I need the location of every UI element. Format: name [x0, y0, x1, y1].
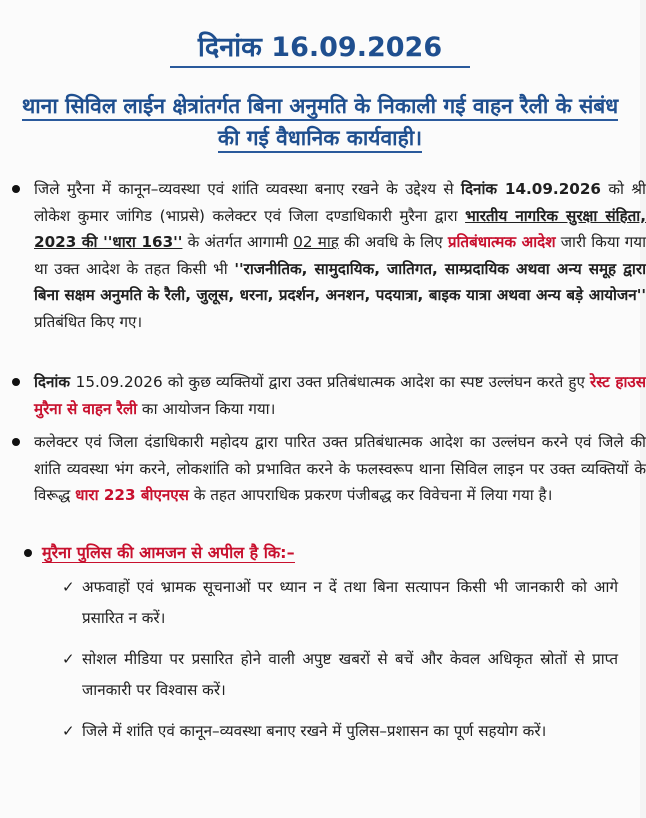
date-title-text: दिनांक 16.09.2026: [197, 32, 443, 63]
rally-highlight: रेस्ट हाउस मुरैना से वाहन रैली: [34, 373, 646, 418]
check-icon: ✓: [62, 578, 75, 596]
date-title-underline: [170, 66, 470, 68]
bullet-paragraph-3: कलेक्टर एवं जिला दंडाधिकारी महोदय द्वारा पारित उक्त प्रतिबंधात्मक आदेश का उल्लंघन करने एवं जिले की शांति व्यवस्था भंग करने, लोकशांति को प्रभावित करने के फलस्वरूप थाना सिविल लाइन पर उक्त व्यक्तियों के विरूद्ध धारा 223 बीएनएस के तहत आपराधिक प्रकरण पंजीबद्ध कर विवेचना में लिया गया है।: [12, 429, 646, 509]
bullet-paragraph-1: जिले मुरैना में कानून–व्यवस्था एवं शांति व्यवस्था बनाए रखने के उद्देश्य से दिनांक 14.09.2026 को श्री लोकेश कुमार जांगिड (भाप्रसे) कलेक्टर एवं जिला दण्डाधिकारी मुरैना द्वारा भारतीय नागरिक सुरक्षा संहिता, 2023 की ''धारा 163'' के अंतर्गत आगामी 02 माह की अवधि के लिए प्रतिबंधात्मक आदेश जारी किया गया था उक्त आदेश के तहत किसी भी ''राजनीतिक, सामुदायिक, जातिगत, साम्प्रदायिक अथवा अन्य समूह द्वारा बिना सक्षम अनुमति के रैली, जुलूस, धरना, प्रदर्शन, अनशन, पदयात्रा, बाइक यात्रा अथवा अन्य बड़े आयोजन'' प्रतिबंधित किए गए।: [12, 176, 646, 336]
date-title: [0, 30, 640, 66]
appeal-section: [20, 540, 620, 566]
restrictive-order: प्रतिबंधात्मक आदेश: [447, 233, 556, 252]
section-223: धारा 223 बीएनएस: [75, 486, 189, 505]
appeal-heading: मुरैना पुलिस की आमजन से अपील है कि:–: [20, 540, 620, 566]
bullet-dot: [12, 438, 20, 446]
bullet-dot: [24, 549, 32, 557]
bullet-dot: [12, 378, 20, 386]
subheading-text: थाना सिविल लाईन क्षेत्रांतर्गत बिना अनुमति के निकाली गई वाहन रैली के संबंध की गई वैधानिक कार्यवाही।: [22, 94, 618, 153]
appeal-item: ✓ जिले में शांति एवं कानून–व्यवस्था बनाए रखने में पुलिस–प्रशासन का पूर्ण सहयोग करें।: [62, 716, 618, 747]
date-order: दिनांक 14.09.2026: [461, 180, 601, 198]
appeal-item: ✓ सोशल मीडिया पर प्रसारित होने वाली अपुष्ट खबरों से बचें और केवल अधिकृत स्रोतों से प्राप्त जानकारी पर विश्वास करें।: [62, 644, 618, 706]
appeal-item: ✓ अफवाहों एवं भ्रामक सूचनाओं पर ध्यान न दें तथा बिना सत्यापन किसी भी जानकारी को आगे प्रसारित न करें।: [62, 572, 618, 634]
bullet-dot: [12, 185, 20, 193]
check-icon: ✓: [62, 650, 75, 668]
law-section: भारतीय नागरिक सुरक्षा संहिता, 2023 की ''धारा 163'': [34, 206, 646, 252]
check-icon: ✓: [62, 722, 75, 740]
subheading: [18, 90, 622, 154]
prohibited-activities: ''राजनीतिक, सामुदायिक, जातिगत, साम्प्रदायिक अथवा अन्य समूह द्वारा बिना सक्षम अनुमति के रैली, जुलूस, धरना, प्रदर्शन, अनशन, पदयात्रा, बाइक यात्रा अथवा अन्य बड़े आयोजन'': [34, 259, 646, 305]
bullet-paragraph-2: दिनांक 15.09.2026 को कुछ व्यक्तियों द्वारा उक्त प्रतिबंधात्मक आदेश का स्पष्ट उल्लंघन करते हुए रेस्ट हाउस मुरैना से वाहन रैली का आयोजन किया गया।: [12, 369, 646, 422]
appeal-list: [62, 572, 618, 757]
